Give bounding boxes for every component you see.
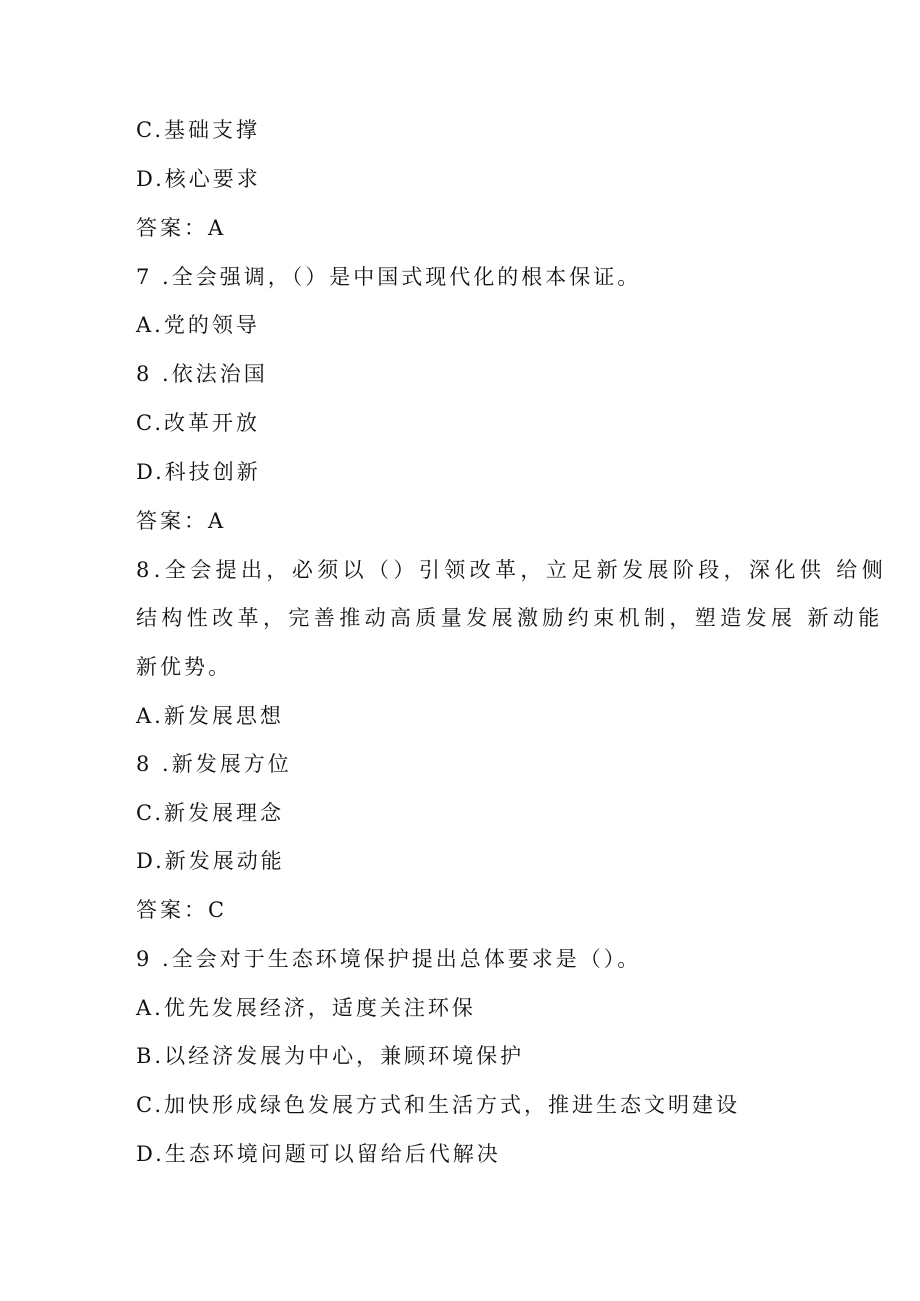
option-d-q8: D.新发展动能: [136, 849, 285, 873]
question-7: 7 .全会强调，（）是中国式现代化的根本保证。: [136, 265, 642, 289]
option-d-q6: D.核心要求: [136, 167, 261, 191]
option-b-q8: 8 .新发展方位: [136, 752, 292, 776]
question-8-line-3: 新优势。: [136, 655, 232, 679]
answer-q8: 答案：C: [136, 898, 228, 922]
option-c-q7: C.改革开放: [136, 411, 260, 435]
option-d-q9: D.生态环境问题可以留给后代解决: [136, 1142, 501, 1166]
option-a-q9: A.优先发展经济，适度关注环保: [136, 996, 476, 1020]
option-a-q7: A.党的领导: [136, 313, 260, 337]
option-c-q8: C.新发展理念: [136, 801, 284, 825]
option-c-q9: C.加快形成绿色发展方式和生活方式，推进生态文明建设: [136, 1093, 740, 1117]
option-b-q7: 8 .依法治国: [136, 362, 268, 386]
question-8-line-2: 结构性改革，完善推动高质量发展激励约束机制，塑造发展 新动能: [136, 606, 884, 630]
question-8-line-1: 8.全会提出，必须以（）引领改革，立足新发展阶段，深化供 给侧: [136, 558, 888, 582]
option-b-q9: B.以经济发展为中心，兼顾环境保护: [136, 1044, 525, 1068]
question-9: 9 .全会对于生态环境保护提出总体要求是（）。: [136, 947, 642, 971]
answer-q6: 答案：A: [136, 216, 227, 240]
option-c-q6: C.基础支撑: [136, 118, 260, 142]
option-a-q8: A.新发展思想: [136, 704, 284, 728]
answer-q7: 答案：A: [136, 509, 227, 533]
option-d-q7: D.科技创新: [136, 460, 261, 484]
